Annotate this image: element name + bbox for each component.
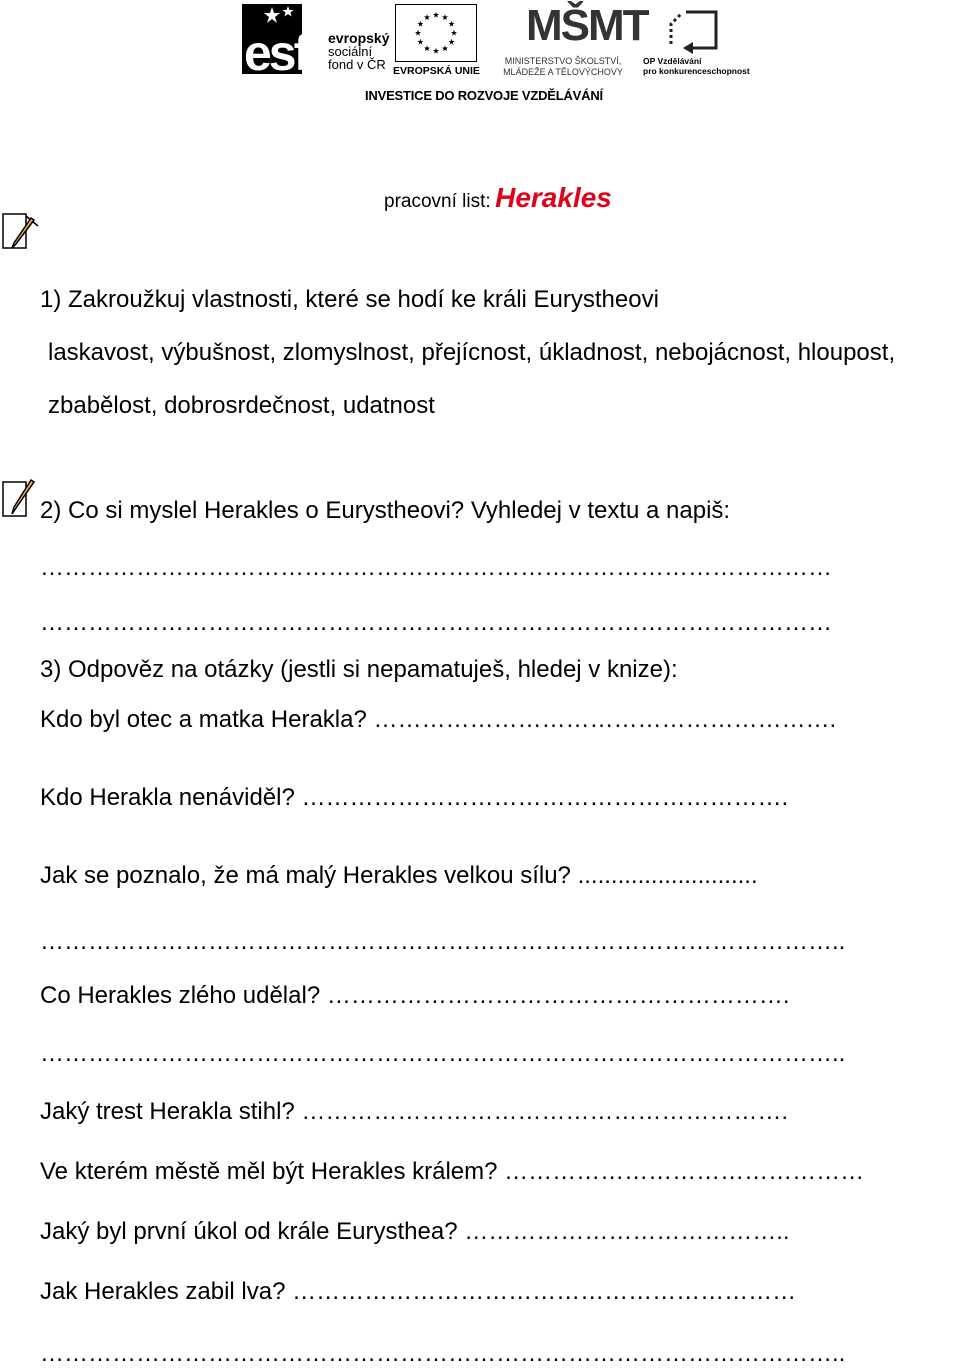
eu-flag-icon <box>395 4 477 62</box>
esf-stars-icon <box>242 4 302 30</box>
q2-answer-line-1[interactable]: ……………………………………………………………………………………… <box>40 554 832 581</box>
title-herakles: Herakles <box>495 182 612 213</box>
q3-answer-dots[interactable]: ………………………………….. <box>464 1218 790 1245</box>
esf-logo-text <box>328 32 389 71</box>
eu-star-icon <box>417 21 423 27</box>
eu-star-icon <box>417 39 423 45</box>
eu-star-icon <box>451 30 457 36</box>
q3-answer-dots[interactable]: ........................... <box>577 862 758 889</box>
eu-star-icon <box>424 45 430 51</box>
q3-question-row <box>40 928 845 956</box>
q3-question-text: Jaký byl první úkol od krále Eurysthea? <box>40 1218 465 1245</box>
q3-answer-dots[interactable]: …………………………………………………. <box>326 982 790 1009</box>
q3-answer-dots[interactable]: ……………………………………………………… <box>292 1278 797 1305</box>
esf-line-3: fond v ČR <box>328 57 386 72</box>
q3-text: 3) Odpověz na otázky (jestli si nepamatuješ, hledej v knize): <box>40 656 678 683</box>
eu-star-icon <box>433 12 439 18</box>
q3-question-row <box>40 1098 788 1126</box>
page-title <box>384 182 612 214</box>
q3-question-text: Jak se poznalo, že má malý Herakles velkou sílu? <box>40 862 578 889</box>
q1-text: 1) Zakroužkuj vlastnosti, které se hodí ke králi Eurystheovi <box>40 286 659 313</box>
q3-question-row <box>40 1040 845 1068</box>
eu-star-icon <box>449 39 455 45</box>
op-line-1: OP Vzdělávání <box>643 56 702 66</box>
msmt-line-2: MLÁDEŽE A TĚLOVÝCHOVY <box>503 67 623 77</box>
q3-answer-dots[interactable]: ……………………………………………………………………………………….. <box>40 928 846 955</box>
q3-answer-dots[interactable]: ……………………………………………………. <box>301 1098 789 1125</box>
q3-question-text: Jaký trest Herakla stihl? <box>40 1098 302 1125</box>
esf-logo-word: esf <box>244 25 308 81</box>
q3-question-row <box>40 1218 790 1246</box>
pencil-paper-icon <box>0 210 42 252</box>
eu-star-icon <box>449 21 455 27</box>
q3-question-text: Co Herakles zlého udělal? <box>40 982 327 1009</box>
q3-question-text: Jak Herakles zabil lva? <box>40 1278 293 1305</box>
q2-text: 2) Co si myslel Herakles o Eurystheovi? Vyhledej v textu a napiš: <box>40 497 731 524</box>
q3-question-row <box>40 706 836 734</box>
q1-options-line-2: zbabělost, dobrosrdečnost, udatnost <box>48 392 435 419</box>
invest-banner: INVESTICE DO ROZVOJE VZDĚLÁVÁNÍ <box>365 88 603 103</box>
q3-question-row <box>40 1278 796 1306</box>
op-logo <box>643 4 750 76</box>
q3-question-row <box>40 862 758 890</box>
q3-question-row <box>40 784 788 812</box>
op-arrows-icon <box>661 4 741 54</box>
msmt-logo <box>488 1 648 77</box>
eu-star-icon <box>424 14 430 20</box>
q3-question-text: Ve kterém městě měl být Herakles králem? <box>40 1158 505 1185</box>
q3-question-row <box>40 1340 845 1368</box>
op-line-2: pro konkurenceschopnost <box>643 66 750 76</box>
msmt-mark: MŠMT <box>526 1 648 50</box>
esf-line-2: sociální <box>328 44 373 59</box>
esf-logo-mark <box>242 4 308 81</box>
q3-answer-dots[interactable]: ……………………………………………………. <box>301 784 789 811</box>
q3-question-row <box>40 982 790 1010</box>
q3-answer-dots[interactable]: ……………………………………… <box>504 1158 865 1185</box>
eu-logo <box>393 4 483 76</box>
q3-answer-dots[interactable]: ……………………………………………………………………………………….. <box>40 1340 846 1367</box>
title-prefix: pracovní list: <box>384 191 491 212</box>
eu-label: EVROPSKÁ UNIE <box>393 65 480 77</box>
q2-answer-line-2[interactable]: ……………………………………………………………………………………… <box>40 609 832 636</box>
msmt-line-1: MINISTERSTVO ŠKOLSTVÍ, <box>504 56 622 66</box>
eu-star-icon <box>442 14 448 20</box>
eu-star-icon <box>442 45 448 51</box>
esf-logo <box>242 4 392 81</box>
esf-line-1: evropský <box>328 30 390 46</box>
eu-star-icon <box>415 30 421 36</box>
q3-question-text: Kdo Herakla nenáviděl? <box>40 784 302 811</box>
op-text <box>643 56 750 76</box>
eu-stars-icon <box>396 5 476 61</box>
q3-question-text: Kdo byl otec a matka Herakla? <box>40 706 374 733</box>
q3-answer-dots[interactable]: …………………………………………………. <box>373 706 837 733</box>
q3-answer-dots[interactable]: ……………………………………………………………………………………….. <box>40 1040 846 1067</box>
msmt-text <box>488 56 638 78</box>
eu-star-icon <box>433 48 439 54</box>
q3-question-row <box>40 1158 864 1186</box>
q1-options-line-1: laskavost, výbušnost, zlomyslnost, přejícnost, úkladnost, nebojácnost, hloupost, <box>48 339 896 366</box>
pencil-paper-icon <box>0 478 42 520</box>
